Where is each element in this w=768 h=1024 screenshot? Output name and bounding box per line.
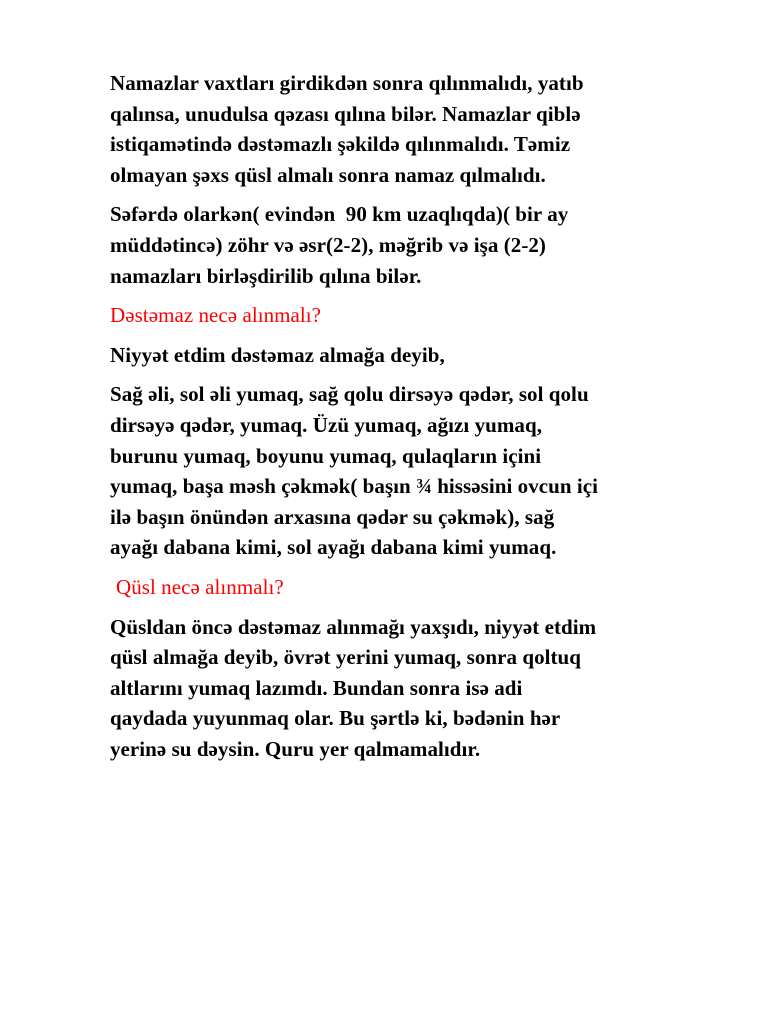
- text-line: Qüsldan öncə dəstəmaz alınmağı yaxşıdı, niyyət etdim: [110, 614, 597, 639]
- text-line: qalınsa, unudulsa qəzası qılına bilər. Namazlar qiblə: [110, 101, 581, 126]
- text-line: Sağ əli, sol əli yumaq, sağ qolu dirsəyə qədər, sol qolu: [110, 382, 589, 407]
- text-line: ilə başın önündən arxasına qədər su çəkmək), sağ: [110, 504, 555, 529]
- text-line: Səfərdə olarkən( evindən 90 km uzaqlıqda)( bir ay: [110, 202, 569, 227]
- paragraph-ghusl-steps: [110, 612, 720, 765]
- text-line: qüsl almağa deyib, övrət yerini yumaq, sonra qoltuq: [110, 645, 582, 670]
- text-line: olmayan şəxs qüsl almalı sonra namaz qılmalıdı.: [110, 162, 546, 187]
- text-line: yumaq, başa məsh çəkmək( başın ¾ hissəsini ovcun içi: [110, 474, 599, 499]
- heading-ablution: Dəstəmaz necə alınmalı?: [110, 303, 322, 328]
- paragraph-ablution-steps: [110, 379, 720, 563]
- paragraph-travel-prayers: [110, 199, 720, 291]
- text-line: Namazlar vaxtları girdikdən sonra qılınmalıdı, yatıb: [110, 71, 584, 95]
- paragraph-ablution-intention: [110, 340, 720, 371]
- heading-ghusl: Qüsl necə alınmalı?: [116, 574, 284, 599]
- text-line: yerinə su dəysin. Quru yer qalmamalıdır.: [110, 736, 481, 761]
- text-line: altlarını yumaq lazımdı. Bundan sonra isə adi: [110, 675, 523, 700]
- text-line: namazları birləşdirilib qılına bilər.: [110, 263, 422, 288]
- document-body: [110, 68, 720, 773]
- text-line: ayağı dabana kimi, sol ayağı dabana kimi yumaq.: [110, 535, 557, 560]
- text-line: burunu yumaq, boyunu yumaq, qulaqların içini: [110, 443, 542, 468]
- text-line: qaydada yuyunmaq olar. Bu şərtlə ki, bədənin hər: [110, 706, 561, 731]
- text-line: Niyyət etdim dəstəmaz almağa deyib,: [110, 342, 445, 367]
- text-line: müddətincə) zöhr və əsr(2-2), məğrib və işa (2-2): [110, 232, 546, 257]
- text-line: dirsəyə qədər, yumaq. Üzü yumaq, ağızı yumaq,: [110, 412, 543, 437]
- paragraph-prayer-times: [110, 68, 720, 190]
- text-line: istiqamətində dəstəmazlı şəkildə qılınmalıdı. Təmiz: [110, 132, 571, 157]
